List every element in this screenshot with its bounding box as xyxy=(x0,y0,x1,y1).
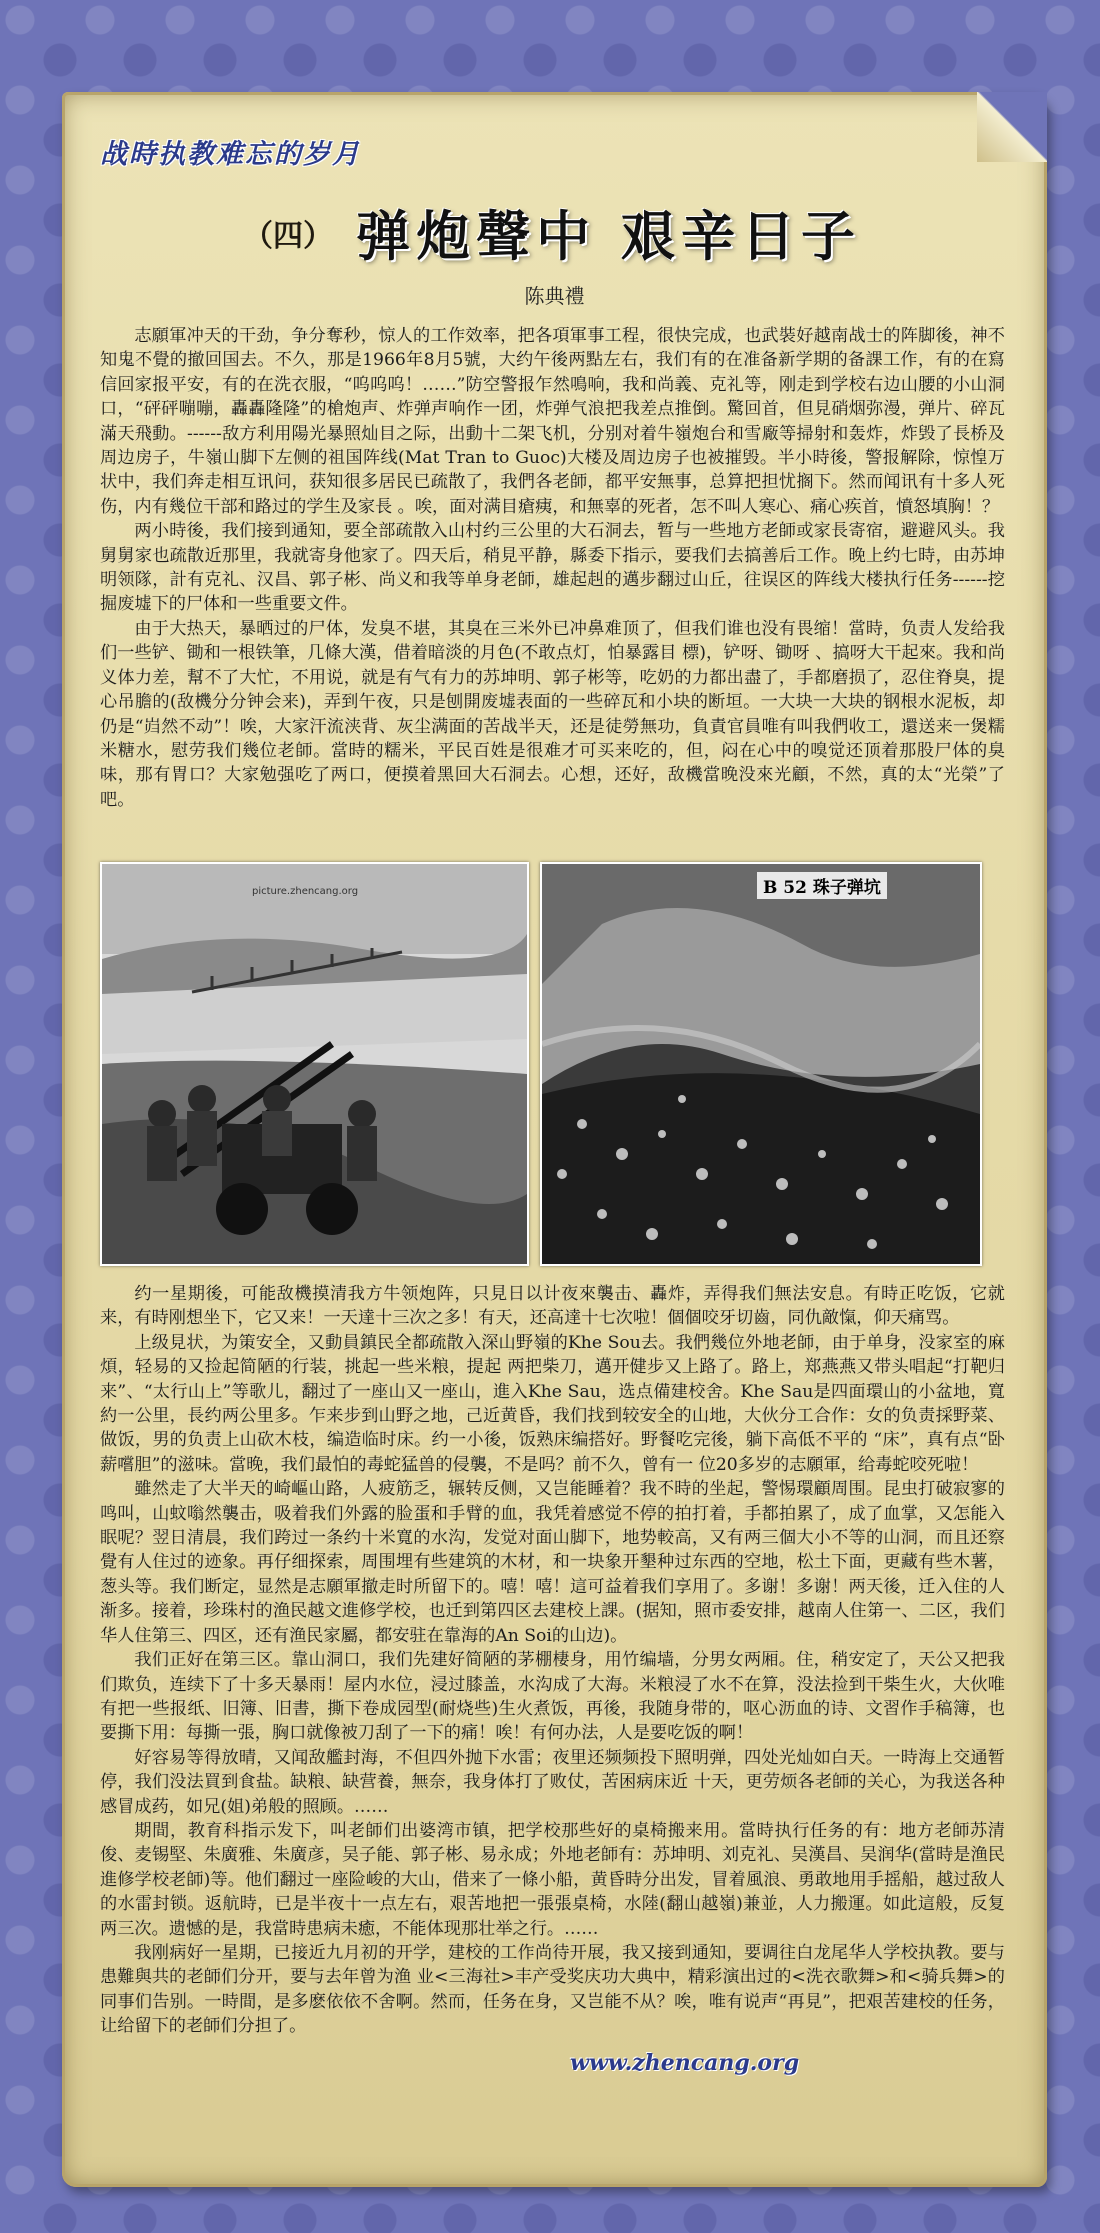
paragraph: 由于大热天，暴晒过的尸体，发臭不堪，其臭在三米外已冲鼻难顶了，但我们谁也没有畏缩！當時，负责人发给我们一些铲、锄和一根铁筆，几條大漢，借着暗淡的月色(不敢点灯，怕暴露目 標)，铲呀、锄呀 、搞呀大干起來。我和尚义体力差，幫不了大忙，不用说，就是有气有力的苏坤明、郭子彬等，吃奶的力都出盡了，手都磨损了，忍住脊臭，提心吊膽的(敌機分分钟会来)，弄到午夜，只是刨開废墟表面的一些碎瓦和小块的断垣。一大块一大块的钢根水泥板，却仍是“岿然不动”！唉，大家汗流浃背、灰尘满面的苦战半天，还是徒勞無功，負責官員唯有叫我們收工，還送来一煲糯米糖水，慰劳我们幾位老師。當時的糯米，平民百姓是很难才可买来吃的，但，闷在心中的嗅觉还顶着那股尸体的臭味，那有胃口？大家勉强吃了两口，便摸着黑回大石洞去。心想，还好，敌機當晚没來光顧，不然，真的太“光榮”了吧。 xyxy=(100,618,1005,810)
paragraph: 雖然走了大半天的崎嶇山路，人疲筋乏，辗转反侧，又岂能睡着？我不時的坐起，警惕環顧周围。昆虫打破寂寥的鸣叫，山蚊嗡然襲击，吸着我们外露的脸蛋和手臂的血，我凭着感觉不停的拍打着，手都拍累了，成了血掌，又怎能入眠呢？翌日清晨，我们跨过一条约十米寬的水沟，发觉对面山脚下，地势較高，又有两三個大小不等的山洞，而且还察覺有人住过的迹象。再仔细探索，周围埋有些建筑的木材，和一块象开墾种过东西的空地，松土下面，更藏有些木薯，葱头等。我们断定，显然是志願軍撤走时所留下的。嘻！嘻！這可益着我们享用了。多谢！多谢！两天後，迁入住的人渐多。接着，珍珠村的渔民越文進修学校，也迁到第四区去建校上課。(据知，照市委安排，越南人住第一、二区，我们华人住第三、四区，还有渔民家屬，都安驻在靠海的An Soi的山边)。 xyxy=(100,1479,1005,1646)
anti-aircraft-gun-photo xyxy=(100,862,529,1266)
series-title: 战時执教难忘的岁月 xyxy=(100,139,361,170)
chapter-title: 弹炮聲中 艰辛日子 xyxy=(356,205,861,268)
paragraph: 约一星期後，可能敌機摸清我方牛领炮阵，只見日以计夜來襲击、轟炸，弄得我们無法安息。有時正吃饭，它就来，有時刚想坐下，它又来！一天達十三次之多！有天，还高達十七次啦！個個咬牙切齒，同仇敵愾，仰天痛骂。 xyxy=(100,1284,1005,1329)
paragraph: 我们正好在第三区。靠山洞口，我们先建好简陋的茅棚棲身，用竹编墙，分男女两厢。住，稍安定了，天公又把我们欺负，连续下了十多天暴雨！屋内水位，浸过膝盖，水沟成了大海。米粮浸了水不在算，没法捡到干柴生火，大伙唯有把一些报纸、旧簿、旧書，撕下卷成园型(耐烧些)生火煮饭，再後，我随身带的，呕心沥血的诗、文習作手稿簿，也要撕下用：每撕一張，胸口就像被刀刮了一下的痛！唉！有何办法，人是要吃饭的啊！ xyxy=(100,1650,1005,1744)
site-url-link[interactable]: www.zhencang.org xyxy=(570,2050,800,2076)
chapter-number: （四） xyxy=(243,218,334,254)
photo-watermark: picture.zhencang.org xyxy=(252,886,359,897)
paper-page xyxy=(62,92,1047,2187)
photo-caption: B 52 珠子弹坑 xyxy=(757,872,887,899)
bomb-crater-photo xyxy=(540,862,982,1266)
author-name: 陈典禮 xyxy=(524,284,585,308)
bomb-crater-image xyxy=(542,864,980,1264)
chapter-heading xyxy=(152,194,952,271)
page-fold xyxy=(977,92,1047,162)
article-section-b xyxy=(100,1282,1005,2039)
paragraph: 我刚病好一星期，已接近九月初的开学，建校的工作尚待开展，我又接到通知，要调往白龙尾华人学校执教。要与患難與共的老師们分开，要与去年曾为渔 业<三海社>丰产受奖庆功大典中，精彩演出过的<洗衣歌舞>和<骑兵舞>的同事们告别。一時間，是多麽依依不舍啊。然而，任务在身，又岂能不从？唉，唯有说声“再見”，把艰苦建校的任务，让给留下的老師们分担了。 xyxy=(100,1942,1005,2037)
article-section-a xyxy=(100,324,1005,812)
paragraph: 两小時後，我们接到通知，要全部疏散入山村约三公里的大石洞去，暂与一些地方老師或家長寄宿，避避风头。我舅舅家也疏散近那里，我就寄身他家了。四天后，稍見平静，縣委下指示，要我们去搞善后工作。晚上约七時，由苏坤明领隊，計有克礼、汉昌、郭子彬、尚义和我等单身老師，雄起赳的邁步翻过山丘，往误区的阵线大楼执行任务------挖掘废墟下的尸体和一些重要文件。 xyxy=(100,521,1005,615)
paragraph: 期間，教育科指示发下，叫老師们出婆湾市镇，把学校那些好的桌椅搬来用。當時执行任务的有：地方老師苏清俊、麦锡堅、朱廣雅、朱廣彦，吴子能、郭子彬、易永成；外地老師有：苏坤明、刘克礼、吴漢昌、吴润华(當時是渔民進修学校老師)等。他们翻过一座险峻的大山，借来了一條小船，黄昏時分出发，冒着風浪、勇敢地用手摇船，越过敌人的水雷封锁。返航時，已是半夜十一点左右，艰苦地把一張張桌椅，水陸(翻山越嶺)兼並，人力搬運。如此這般，反复两三次。遗憾的是，我當時患病未癒，不能体现那壮举之行。…… xyxy=(100,1820,1005,1939)
paragraph: 上级見状，为策安全，又動員鎮民全都疏散入深山野嶺的Khe Sou去。我們幾位外地老師，由于单身，没家室的麻煩，轻易的又捡起简陋的行装，挑起一些米粮，提起 两把柴刀，邁开健步又上路了。路上，郑燕燕又带头唱起“打靶归来”、“太行山上”等歌儿，翻过了一座山又一座山，進入Khe Sau，选点備建校舍。Khe Sau是四面環山的小盆地，寬約一公里，長约两公里多。乍来步到山野之地，己近黄昏，我们找到较安全的山地，大伙分工合作：女的负责採野菜、 做饭，男的负责上山砍木枝，编造临时床。约一小後，饭熟床编搭好。野餐吃完後，躺下高低不平的 “床”，真有点“卧薪嚐胆”的滋味。當晚，我们最怕的毒蛇猛兽的侵襲，不是吗？前不久，曾有一 位20多岁的志願軍，给毒蛇咬死啦！ xyxy=(100,1332,1005,1475)
anti-aircraft-gun-image xyxy=(102,864,527,1264)
paragraph: 好容易等得放晴，又闻敌艦封海，不但四外抛下水雷；夜里还频频投下照明弹，四处光灿如白天。一時海上交通暂停，我们没法買到食盐。缺粮、缺营養，無奈，我身体打了败仗，苦困病床近 十天，更劳烦各老師的关心，为我送各种感冒成药，如兄(姐)弟般的照顾。…… xyxy=(100,1747,1005,1817)
paragraph: 志願軍冲天的干劲，争分奪秒，惊人的工作效率，把各項軍事工程，很快完成，也武裝好越南战士的阵脚後，神不知鬼不覺的撤回国去。不久，那是1966年8月5號，大约午後两點左右，我们有的在准备新学期的备課工作，有的在寫信回家报平安，有的在洗衣服，“呜呜呜！……”防空警报乍然鳴响，我和尚義、克礼等，刚走到学校右边山腰的小山洞口，“砰砰嘣嘣，轟轟隆隆”的槍炮声、炸弹声响作一团，炸弹气浪把我差点推倒。驚回首，但見硝烟弥漫，弹片、碎瓦滿天飛動。------敌方利用陽光暴照灿目之际，出動十二架飞机，分别对着牛嶺炮台和雪廠等掃射和轰炸，炸毁了長桥及周边房子，牛嶺山脚下左侧的祖国阵线(Mat Tran to Guoc)大楼及周边房子也被摧毁。半小時後，警报解除，惊惶万状中，我们奔走相互讯问，获知很多居民已疏散了，我們各老師，都平安無事，总算把担忧搁下。然而闻讯有十多人死伤，内有幾位干部和路过的学生及家長 。唉，面对满目瘡痍，和無辜的死者，怎不叫人寒心、痛心疾首，憤怒填胸！？ xyxy=(100,326,1005,517)
photo-row xyxy=(100,862,1010,1267)
